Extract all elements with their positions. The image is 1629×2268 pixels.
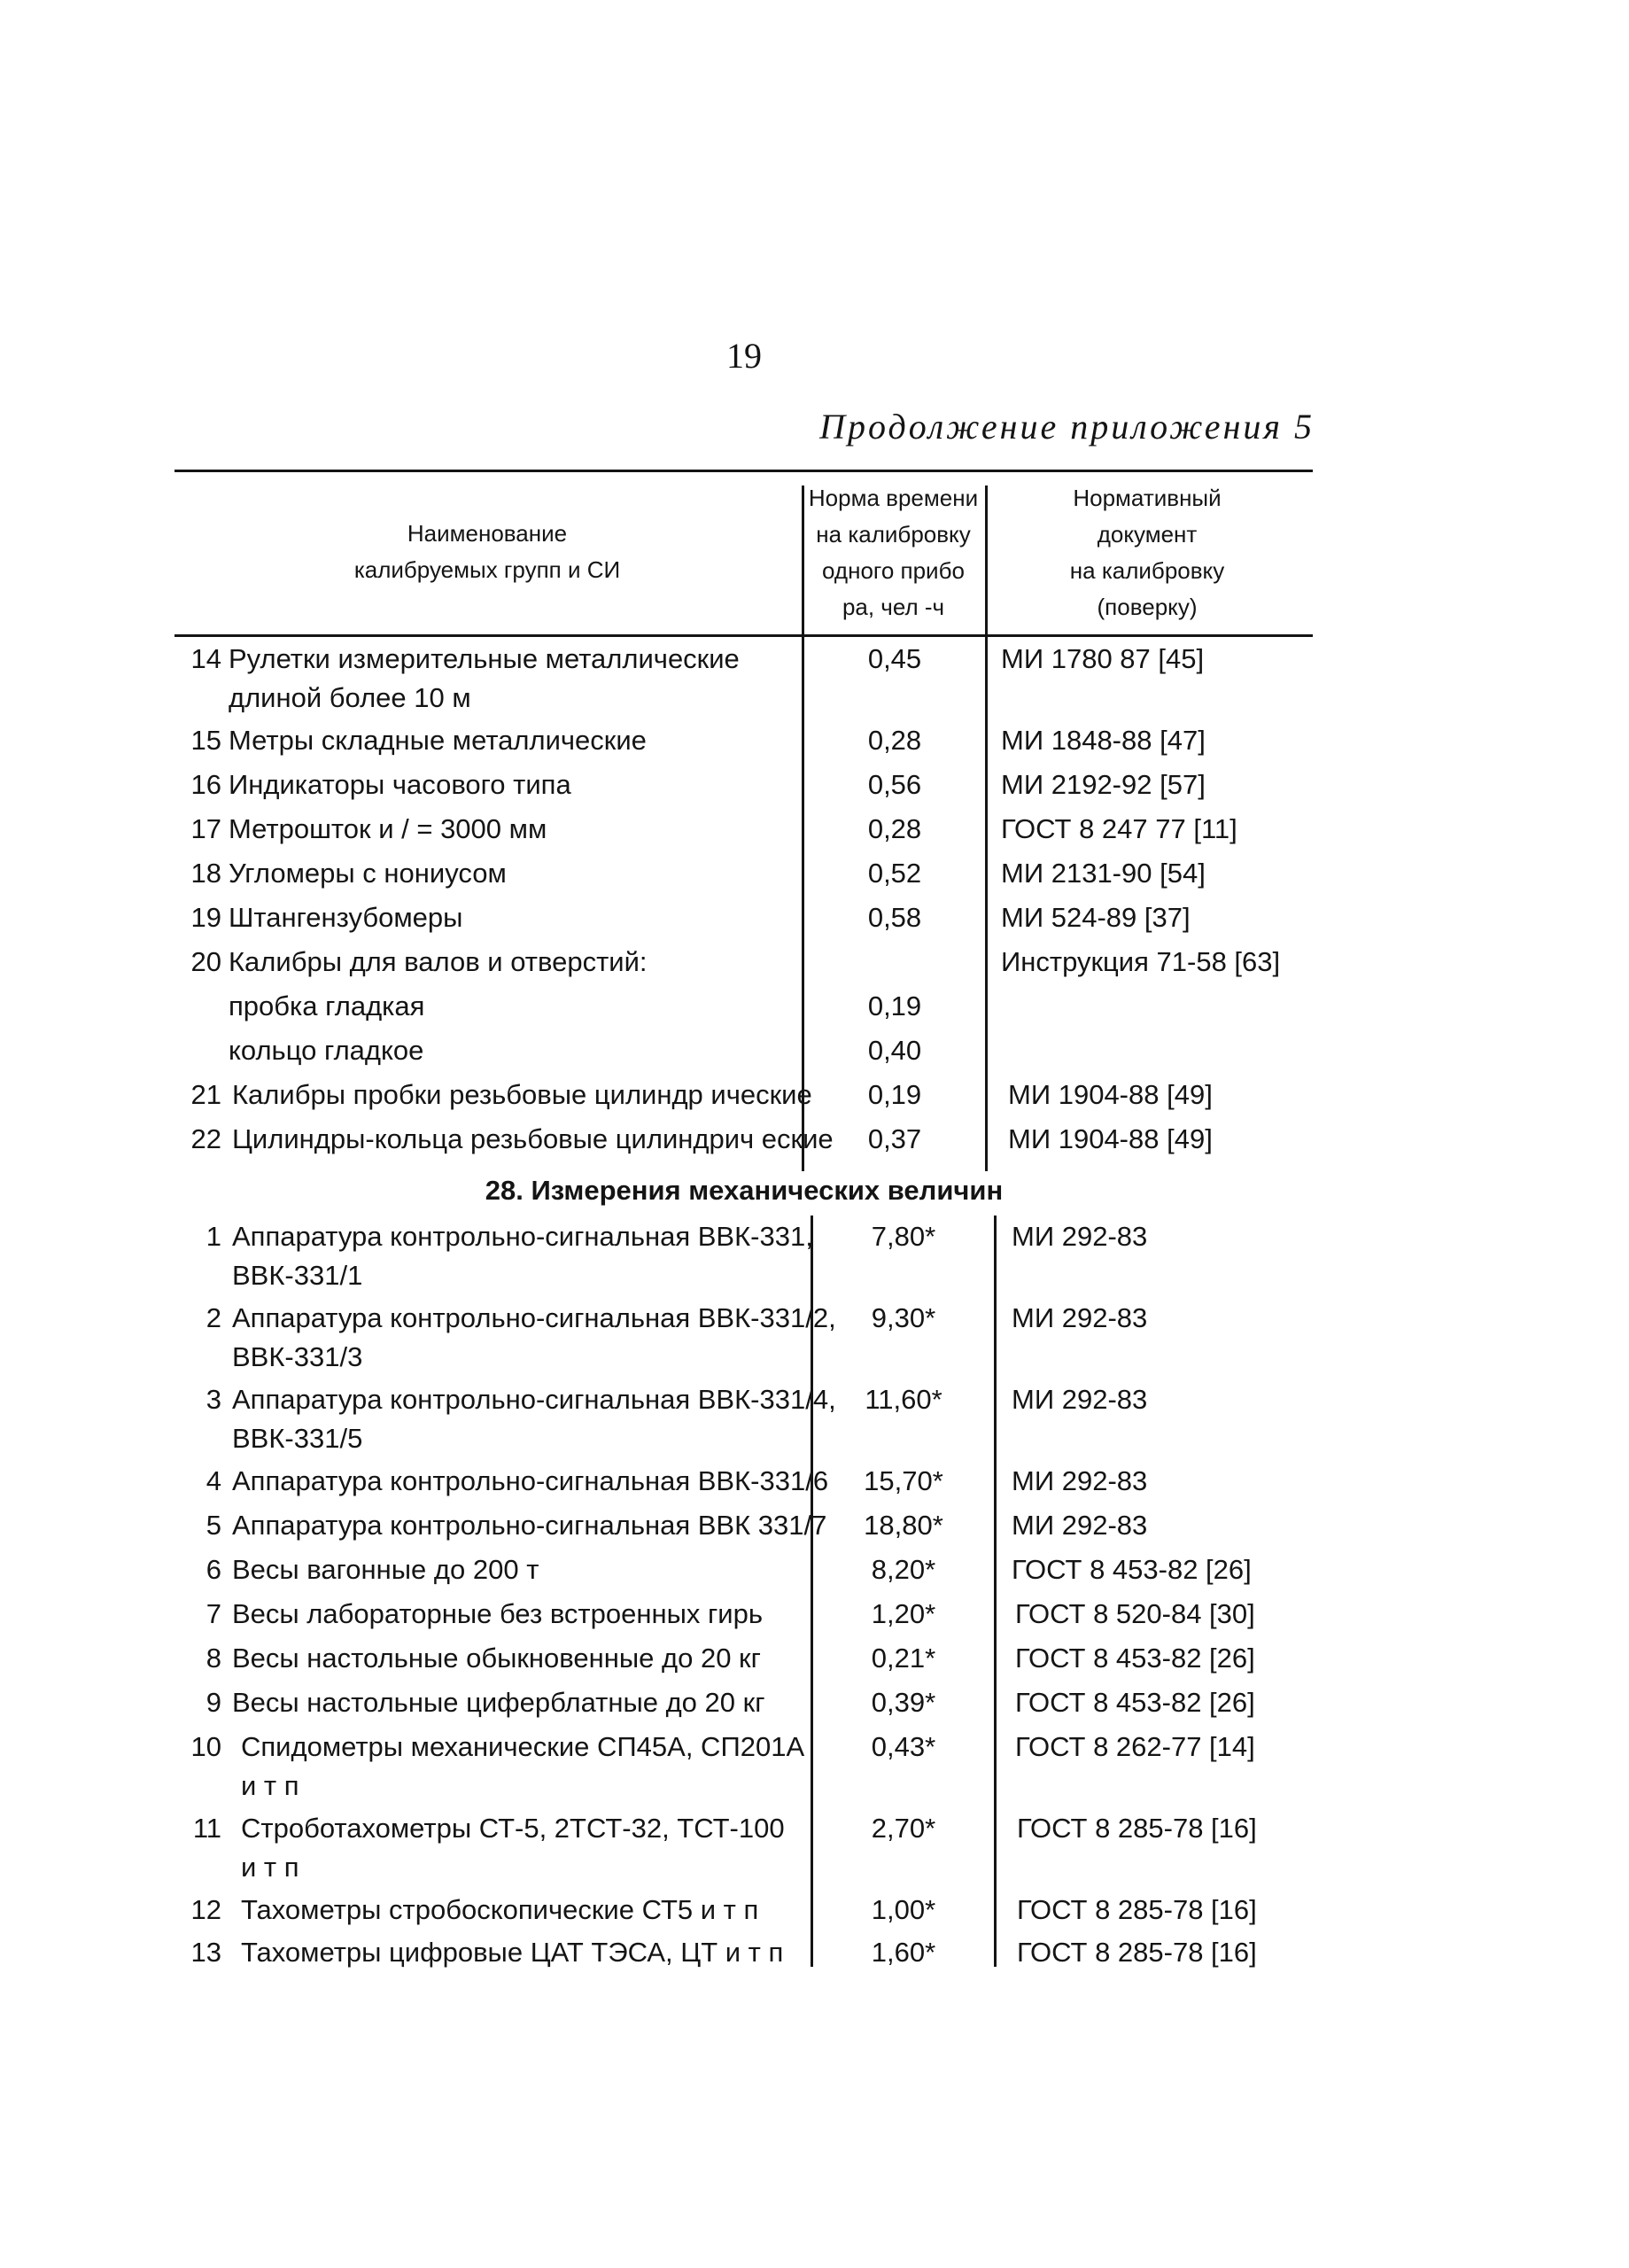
row-name-line: Тахометры цифровые ЦАТ ТЭСА, ЦТ и т п: [241, 1937, 784, 1968]
row-document: ГОСТ 8 453-82 [26]: [1012, 1554, 1252, 1585]
row-name-line: пробка гладкая: [229, 990, 425, 1021]
row-number: 15: [190, 725, 221, 756]
row-number: 16: [190, 769, 221, 800]
row-number: 22: [190, 1123, 221, 1154]
row-name-line: Строботахометры СТ-5, 2ТСТ-32, ТСТ-100: [241, 1813, 785, 1844]
row-norm: 0,56: [867, 769, 922, 800]
row-number: 18: [190, 858, 221, 889]
header-doc-column: [988, 480, 1307, 625]
row-name: [241, 1933, 783, 1972]
row-number: 10: [190, 1731, 221, 1762]
row-name: [241, 1728, 804, 1806]
header-name-column: [177, 516, 797, 588]
header-norm-column: [802, 480, 985, 625]
row-norm: 0,45: [867, 643, 922, 674]
row-name: [232, 1595, 763, 1634]
row-name-line: Аппаратура контрольно-сигнальная ВВК-331/6: [232, 1465, 829, 1496]
row-name-line: Аппаратура контрольно-сигнальная ВВК-331,: [232, 1221, 813, 1252]
row-norm: 1,00*: [871, 1894, 936, 1925]
row-number: 1: [206, 1221, 221, 1252]
row-name-line: и т п: [241, 1770, 299, 1801]
page-number: 19: [726, 336, 762, 376]
header-line: калибруемых групп и СИ: [353, 556, 621, 583]
row-name: [229, 810, 547, 849]
row-name: [241, 1809, 785, 1887]
row-name-line: Цилиндры-кольца резьбовые цилиндрич еские: [232, 1123, 834, 1154]
row-name-line: Метрошток и / = 3000 мм: [229, 813, 547, 844]
row-norm: 0,28: [867, 813, 922, 844]
row-name: [229, 898, 462, 937]
row-number: 17: [190, 813, 221, 844]
header-line: документ: [1097, 521, 1198, 548]
row-name-line: Штангензубомеры: [229, 902, 463, 933]
row-document: МИ 524-89 [37]: [1001, 902, 1191, 933]
row-name-line: кольцо гладкое: [229, 1035, 424, 1066]
row-norm: 8,20*: [871, 1554, 936, 1585]
row-number: 5: [206, 1510, 221, 1541]
row-name-line: Весы настольные циферблатные до 20 кг: [232, 1687, 765, 1718]
row-name-line: Аппаратура контрольно-сигнальная ВВК-331/2,: [232, 1302, 836, 1333]
row-norm: 0,21*: [871, 1643, 936, 1674]
row-number: 8: [206, 1643, 221, 1674]
row-norm: 0,43*: [871, 1731, 936, 1762]
row-name: [229, 854, 507, 893]
row-document: МИ 292-83: [1012, 1465, 1148, 1496]
row-document: МИ 292-83: [1012, 1384, 1148, 1415]
row-name-line: Аппаратура контрольно-сигнальная ВВК 331/7: [232, 1510, 827, 1541]
row-norm: 2,70*: [871, 1813, 936, 1844]
row-document: ГОСТ 8 285-78 [16]: [1017, 1937, 1257, 1968]
row-norm: 0,58: [867, 902, 922, 933]
row-name-line: Индикаторы часового типа: [229, 769, 571, 800]
row-document: ГОСТ 8 285-78 [16]: [1017, 1894, 1257, 1925]
row-number: 9: [206, 1687, 221, 1718]
header-line: (поверку): [1097, 594, 1198, 620]
header-line: одного прибо: [822, 557, 965, 584]
row-name-line: Спидометры механические СП45А, СП201А: [241, 1731, 805, 1762]
row-document: ГОСТ 8 262-77 [14]: [1015, 1731, 1255, 1762]
row-name-line: и т п: [241, 1852, 299, 1883]
row-number: 7: [206, 1598, 221, 1629]
row-name-line: ВВК-331/5: [232, 1423, 363, 1454]
row-norm: 0,28: [867, 725, 922, 756]
row-name: [232, 1639, 761, 1678]
row-name: [232, 1120, 834, 1159]
row-norm: 0,52: [867, 858, 922, 889]
row-document: МИ 1904-88 [49]: [1008, 1123, 1213, 1154]
row-norm: 0,19: [867, 990, 922, 1021]
continuation-title: Продолжение приложения 5: [819, 407, 1315, 447]
row-document: ГОСТ 8 453-82 [26]: [1015, 1643, 1255, 1674]
row-name-line: Весы настольные обыкновенные до 20 кг: [232, 1643, 761, 1674]
row-number: 11: [192, 1813, 221, 1844]
row-name: [229, 640, 740, 718]
header-line: ра, чел -ч: [842, 594, 945, 620]
row-name: [232, 1217, 813, 1295]
row-name: [229, 1031, 423, 1070]
row-number: 14: [190, 643, 221, 674]
row-number: 3: [206, 1384, 221, 1415]
row-document: ГОСТ 8 453-82 [26]: [1015, 1687, 1255, 1718]
row-norm: 7,80*: [871, 1221, 936, 1252]
row-norm: 0,37: [867, 1123, 922, 1154]
row-name: [229, 987, 424, 1026]
row-number: 20: [190, 946, 221, 977]
row-norm: 0,19: [867, 1079, 922, 1110]
row-name: [232, 1462, 828, 1501]
row-name-line: Весы вагонные до 200 т: [232, 1554, 539, 1585]
row-name: [229, 765, 571, 804]
row-name: [229, 721, 647, 760]
row-name: [232, 1299, 836, 1377]
row-norm: 0,39*: [871, 1687, 936, 1718]
row-norm: 18,80*: [864, 1510, 943, 1541]
header-line: Нормативный: [1073, 485, 1222, 511]
row-document: МИ 2131-90 [54]: [1001, 858, 1206, 889]
row-name: [229, 943, 648, 982]
section-title: 28. Измерения механических величин: [485, 1175, 1004, 1206]
row-number: 2: [206, 1302, 221, 1333]
row-name: [232, 1076, 812, 1115]
row-name: [241, 1891, 758, 1930]
table-top-rule: [175, 470, 1313, 472]
row-name-line: Угломеры с нониусом: [229, 858, 507, 889]
row-number: 6: [206, 1554, 221, 1585]
row-name-line: ВВК-331/3: [232, 1341, 363, 1372]
header-line: Наименование: [407, 520, 568, 547]
row-name: [232, 1380, 836, 1458]
row-document: МИ 292-83: [1012, 1221, 1148, 1252]
row-number: 21: [190, 1079, 221, 1110]
header-line: на калибровку: [1069, 557, 1225, 584]
row-norm: 11,60*: [865, 1384, 942, 1415]
row-name-line: Рулетки измерительные металлические: [229, 643, 740, 674]
row-document: МИ 2192-92 [57]: [1001, 769, 1206, 800]
row-norm: 9,30*: [871, 1302, 936, 1333]
row-name-line: Аппаратура контрольно-сигнальная ВВК-331/4,: [232, 1384, 836, 1415]
row-document: МИ 292-83: [1012, 1510, 1148, 1541]
row-number: 13: [190, 1937, 221, 1968]
row-document: МИ 1848-88 [47]: [1001, 725, 1206, 756]
row-norm: 1,20*: [871, 1598, 936, 1629]
row-name-line: Весы лабораторные без встроенных гирь: [232, 1598, 764, 1629]
row-name-line: Калибры для валов и отверстий:: [229, 946, 648, 977]
row-name-line: ВВК-331/1: [232, 1260, 363, 1291]
row-name-line: Тахометры стробоскопические СТ5 и т п: [241, 1894, 759, 1925]
row-name-line: Метры складные металлические: [229, 725, 647, 756]
row-norm: 0,40: [867, 1035, 922, 1066]
row-document: ГОСТ 8 520-84 [30]: [1015, 1598, 1255, 1629]
row-norm: 1,60*: [871, 1937, 936, 1968]
row-norm: 15,70*: [864, 1465, 943, 1496]
table-header-rule: [175, 634, 1313, 637]
row-document: Инструкция 71-58 [63]: [1001, 946, 1281, 977]
row-number: 19: [190, 902, 221, 933]
row-name: [232, 1506, 826, 1545]
row-name: [232, 1550, 539, 1589]
row-name: [232, 1683, 765, 1722]
row-document: МИ 1904-88 [49]: [1008, 1079, 1213, 1110]
header-line: Норма времени: [808, 485, 979, 511]
row-document: ГОСТ 8 285-78 [16]: [1017, 1813, 1257, 1844]
row-number: 12: [190, 1894, 221, 1925]
row-name-line: Калибры пробки резьбовые цилиндр ические: [232, 1079, 812, 1110]
row-document: МИ 292-83: [1012, 1302, 1148, 1333]
row-name-line: длиной более 10 м: [229, 682, 471, 713]
row-number: 4: [206, 1465, 221, 1496]
row-document: ГОСТ 8 247 77 [11]: [1001, 813, 1237, 844]
row-document: МИ 1780 87 [45]: [1001, 643, 1205, 674]
header-line: на калибровку: [816, 521, 971, 548]
